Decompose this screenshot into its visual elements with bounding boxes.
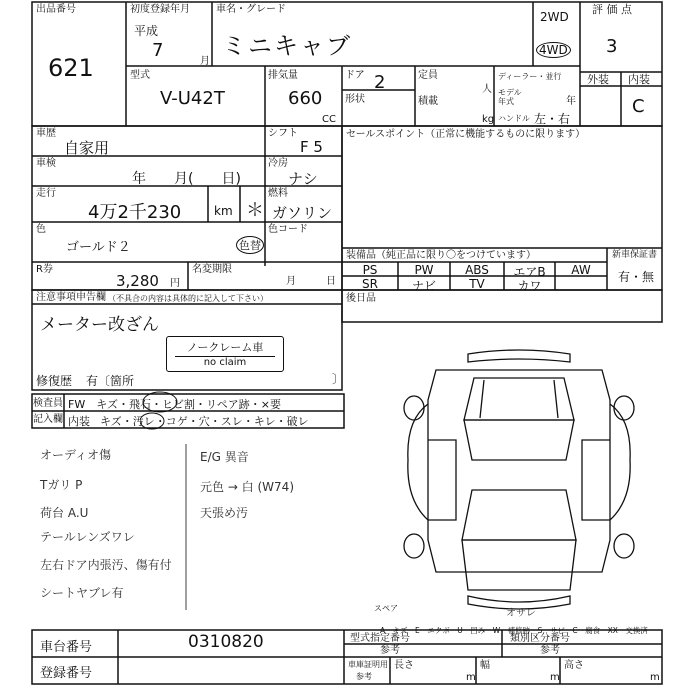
interior-items-label: 内装 bbox=[68, 415, 90, 428]
load-label: 積載 bbox=[418, 96, 438, 107]
chassis-number-label: 車台番号 bbox=[40, 640, 93, 655]
km-unit: km bbox=[214, 204, 233, 218]
caution-text: メーター改ざん bbox=[40, 315, 159, 335]
note-line-6: シートヤブレ有 bbox=[40, 586, 124, 600]
car-name: ミニキャブ bbox=[222, 32, 352, 60]
equip-aw: AW bbox=[571, 263, 591, 277]
equip-pw: PW bbox=[414, 263, 434, 277]
length-unit: m bbox=[466, 672, 476, 683]
displacement-label: 排気量 bbox=[268, 70, 298, 81]
name-change-deadline-label: 名変期限 bbox=[192, 264, 232, 275]
warranty-value: 有・無 bbox=[618, 270, 655, 284]
exterior-items: FW キズ・飛石・ヒビ割・リペア跡・×要 bbox=[68, 398, 281, 411]
dealer-label: ディーラー・並行 bbox=[498, 72, 562, 81]
note-right-3: 天張め汚 bbox=[200, 506, 249, 520]
ac-value: ナシ bbox=[288, 170, 318, 188]
handle-value: 左・右 bbox=[534, 112, 571, 126]
inspection-circles bbox=[140, 390, 220, 430]
garage-cert-label: 車庫証明用 bbox=[348, 660, 388, 669]
capacity-label: 定員 bbox=[418, 70, 438, 81]
length-label: 長さ bbox=[394, 660, 414, 671]
cc-unit: CC bbox=[322, 114, 336, 125]
car-name-grade-label: 車名・グレード bbox=[216, 4, 286, 15]
caution-label: 注意事項申告欄 bbox=[36, 292, 106, 303]
width-label: 幅 bbox=[480, 660, 490, 671]
mileage-label: 走行 bbox=[36, 188, 56, 199]
doors-value: 2 bbox=[374, 72, 386, 93]
equip-abs: ABS bbox=[465, 263, 489, 277]
warranty-label: 新車保証書 bbox=[612, 250, 658, 260]
equip-sr: SR bbox=[362, 277, 378, 291]
width-unit: m bbox=[550, 672, 560, 683]
model-year-label: モデル bbox=[498, 88, 522, 97]
class-number-label: 類別区分番号 bbox=[510, 633, 570, 644]
equip-airbag: エアB bbox=[513, 265, 546, 279]
height-unit: m bbox=[650, 672, 660, 683]
color-code-label: 色コード bbox=[268, 224, 308, 235]
color-label: 色 bbox=[36, 224, 46, 235]
kg-unit: kg bbox=[482, 114, 495, 125]
note-line-1: オーディオ傷 bbox=[40, 448, 112, 462]
shape-label: 形状 bbox=[345, 94, 365, 105]
registration-era: 平成 bbox=[134, 24, 159, 38]
vehicle-diagram bbox=[396, 340, 642, 620]
repair-history-close: 〕 bbox=[332, 372, 345, 386]
no-claim-line-2: no claim bbox=[175, 356, 275, 368]
writer-label: 記入欄 bbox=[33, 414, 63, 425]
overall-grade: 3 bbox=[606, 36, 618, 57]
grade-label: 評 価 点 bbox=[592, 3, 632, 16]
displacement-value: 660 bbox=[288, 88, 323, 109]
diagram-note: オサレ bbox=[506, 608, 536, 619]
spare-tire-label: スペア bbox=[374, 604, 398, 613]
note-line-5: 左右ドア内張汚、傷有付 bbox=[40, 558, 172, 572]
model-label: 型式 bbox=[130, 70, 150, 81]
no-claim-line-1: ノークレーム車 bbox=[186, 341, 264, 354]
shift-value: F 5 bbox=[300, 138, 323, 156]
note-line-3: 荷台 A.U bbox=[40, 506, 89, 520]
repair-history-label: 修復歴 bbox=[36, 374, 73, 388]
yen-unit: 円 bbox=[170, 278, 180, 289]
doors-label: ドア bbox=[345, 70, 365, 81]
drive-4wd-circled: 4WD bbox=[536, 42, 571, 58]
equip-leather: カワ bbox=[517, 279, 542, 293]
rear-items-label: 後日品 bbox=[346, 293, 376, 304]
inspector-label: 検査員 bbox=[33, 398, 63, 409]
drive-2wd: 2WD bbox=[540, 10, 569, 24]
model-code: V-U42T bbox=[160, 88, 225, 109]
mileage-asterisk: ＊ bbox=[246, 200, 264, 221]
first-registration-label: 初度登録年月 bbox=[130, 4, 190, 15]
history-value: 自家用 bbox=[64, 139, 110, 157]
equip-ps: PS bbox=[362, 263, 378, 277]
interior-grade: C bbox=[632, 96, 645, 117]
history-label: 車歴 bbox=[36, 128, 56, 139]
handle-label: ハンドル bbox=[498, 114, 530, 123]
registration-year: 7 bbox=[152, 40, 164, 61]
sales-point-label: セールスポイント（正常に機能するものに限ります） bbox=[346, 129, 586, 140]
interior-items: キズ・汚レ・コゲ・穴・スレ・キレ・破レ bbox=[100, 415, 309, 428]
person-unit: 人 bbox=[482, 84, 492, 95]
fuel-label: 燃料 bbox=[268, 188, 288, 199]
type-designation-ref: 参考 bbox=[380, 645, 400, 656]
year-unit: 年 bbox=[566, 96, 576, 107]
inspection-value: 年 月( 日) bbox=[132, 171, 241, 187]
equip-tv: TV bbox=[469, 277, 485, 291]
equipment-label: 装備品（純正品に限り〇をつけています） bbox=[346, 250, 536, 261]
height-label: 高さ bbox=[564, 660, 584, 671]
ac-label: 冷房 bbox=[268, 158, 288, 169]
note-line-2: Tガリ P bbox=[40, 478, 83, 492]
repair-history-value: 有〔箇所 bbox=[86, 374, 135, 388]
lot-number-label: 出品番号 bbox=[36, 4, 76, 15]
fuel-value: ガソリン bbox=[272, 204, 333, 222]
color-change-circled: 色替 bbox=[236, 236, 264, 254]
no-claim-stamp bbox=[166, 336, 284, 372]
type-designation-label: 型式指定番号 bbox=[350, 633, 410, 644]
lot-number: 621 bbox=[48, 54, 94, 82]
model-year-label-2: 年式 bbox=[498, 97, 514, 106]
name-change-month: 月 bbox=[286, 276, 296, 287]
mileage-value: 4万2千230 bbox=[88, 202, 182, 223]
damage-legend: A－キズ E－エクボ U－凹み W－補修跡 S－サビ C－腐食 XX－交換済 bbox=[380, 626, 648, 635]
recycle-fee-label: R券 bbox=[36, 264, 53, 275]
garage-cert-ref: 参考 bbox=[356, 672, 372, 681]
color-value: ゴールド２ bbox=[66, 240, 131, 255]
shift-label: シフト bbox=[268, 128, 298, 139]
note-line-4: テールレンズワレ bbox=[40, 530, 135, 544]
interior-grade-label: 内装 bbox=[628, 73, 650, 86]
equip-navi: ナビ bbox=[411, 279, 436, 293]
name-change-day: 日 bbox=[326, 276, 336, 287]
registration-number-label: 登録番号 bbox=[40, 666, 93, 681]
chassis-number: 0310820 bbox=[188, 632, 264, 652]
month-unit: 月 bbox=[200, 56, 210, 67]
note-right-1: E/G 異音 bbox=[200, 450, 249, 464]
class-number-ref: 参考 bbox=[540, 645, 560, 656]
recycle-fee-value: 3,280 bbox=[116, 272, 159, 290]
exterior-grade-label: 外装 bbox=[587, 73, 609, 86]
caution-sublabel: （不具合の内容は具体的に記入して下さい） bbox=[108, 294, 268, 303]
note-right-2: 元色 → 白 (W74) bbox=[200, 480, 294, 494]
inspection-label: 車検 bbox=[36, 158, 56, 169]
